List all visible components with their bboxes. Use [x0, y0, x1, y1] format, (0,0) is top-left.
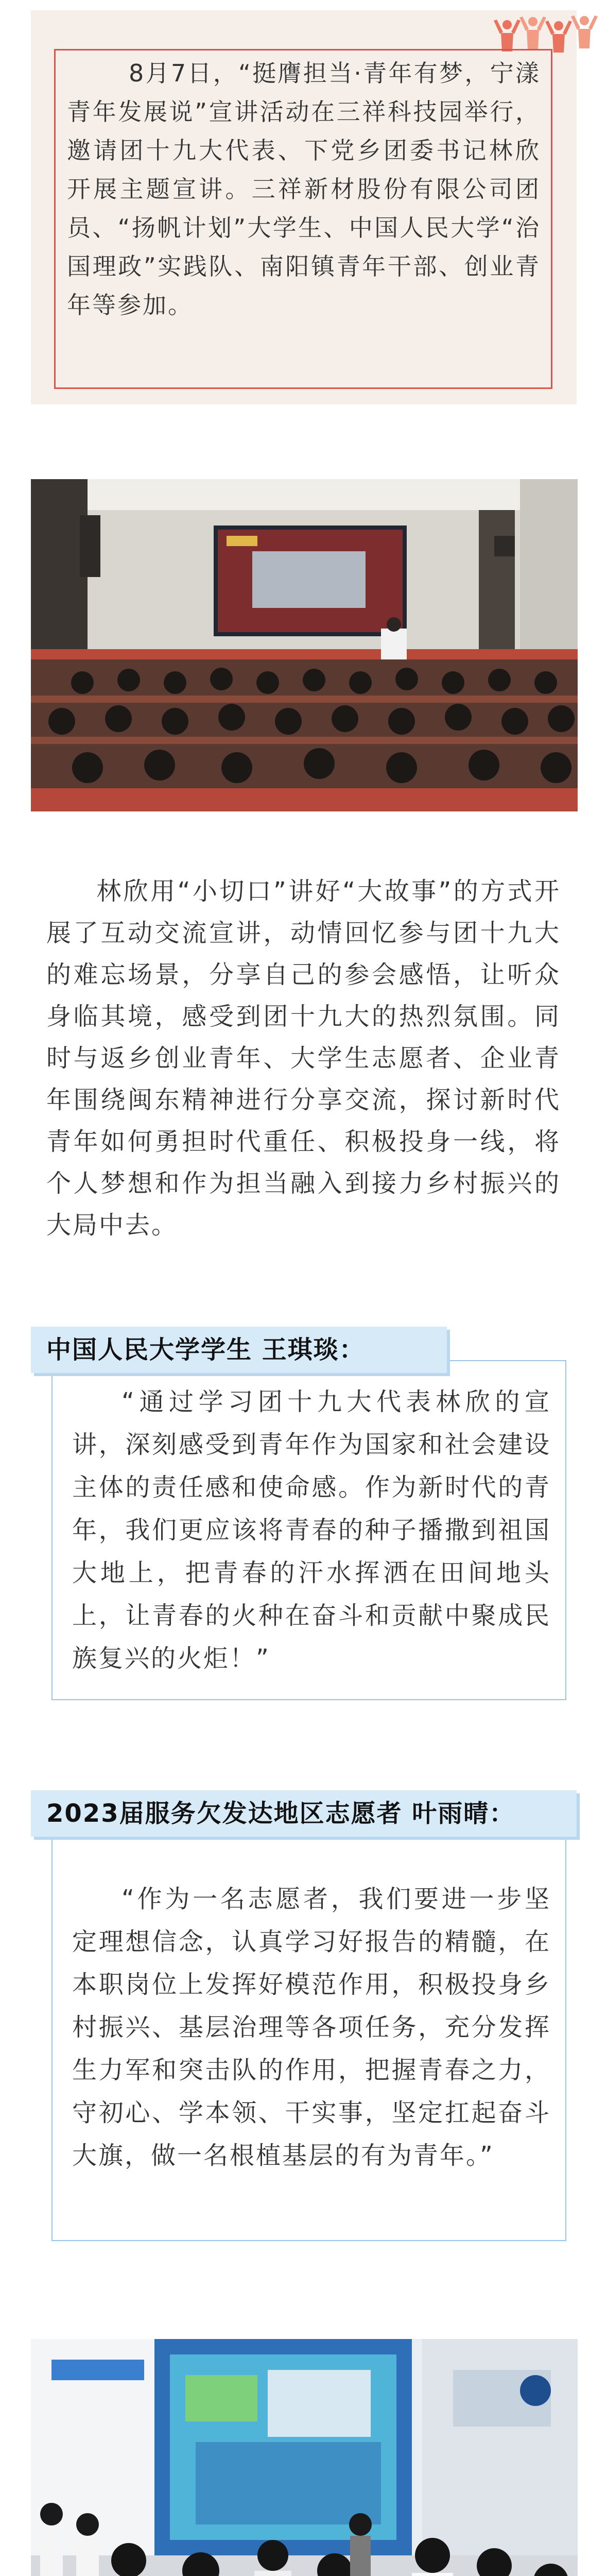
- paragraph-1: 林欣用“小切口”讲好“大故事”的方式开展了互动交流宣讲，动情回忆参与团十九大的难忘场景，分享自己的参会感悟，让听众身临其境，感受到团十九大的热烈氛围。同时与返乡创业青年、大学生志愿者、企业青年围绕闽东精神进行分享交流，探讨新时代青年如何勇担时代重任、积极投身一线，将个人梦想和作为担当融入到接力乡村振兴的大局中去。: [46, 877, 561, 1240]
- quote-2-label: 2023届服务欠发达地区志愿者 叶雨晴：: [31, 1790, 577, 1837]
- exhibition-hall-photo: [31, 2339, 578, 2576]
- quote-2-text: “作为一名志愿者，我们要进一步坚定理想信念，认真学习好报告的精髓，在本职岗位上发挥好模范作用，积极投身乡村振兴、基层治理等各项任务，充分发挥生力军和突击队的作用，把握青春之力，守初心、学本领、干实事，坚定扛起奋斗大旗，做一名根植基层的有为青年。”: [72, 1885, 551, 2170]
- quote-1-text: “通过学习团十九大代表林欣的宣讲，深刻感受到青年作为国家和社会建设主体的责任感和使命感。作为新时代的青年，我们更应该将青春的种子播撒到祖国大地上，把青春的汗水挥洒在田间地头上，让青春的火种在奋斗和贡献中聚成民族复兴的火炬！”: [72, 1387, 551, 1673]
- quote-1-label: 中国人民大学学生 王琪琰：: [31, 1327, 447, 1373]
- lecture-hall-photo: [31, 479, 578, 811]
- intro-text: 8月7日，“挺膺担当·青年有梦，宁漾青年发展说”宣讲活动在三祥科技园举行，邀请团十九大代表、下党乡团委书记林欣开展主题宣讲。三祥新材股份有限公司团员、“扬帆计划”大学生、中国人民大学“治国理政”实践队、南阳镇青年干部、创业青年等参加。: [67, 59, 541, 319]
